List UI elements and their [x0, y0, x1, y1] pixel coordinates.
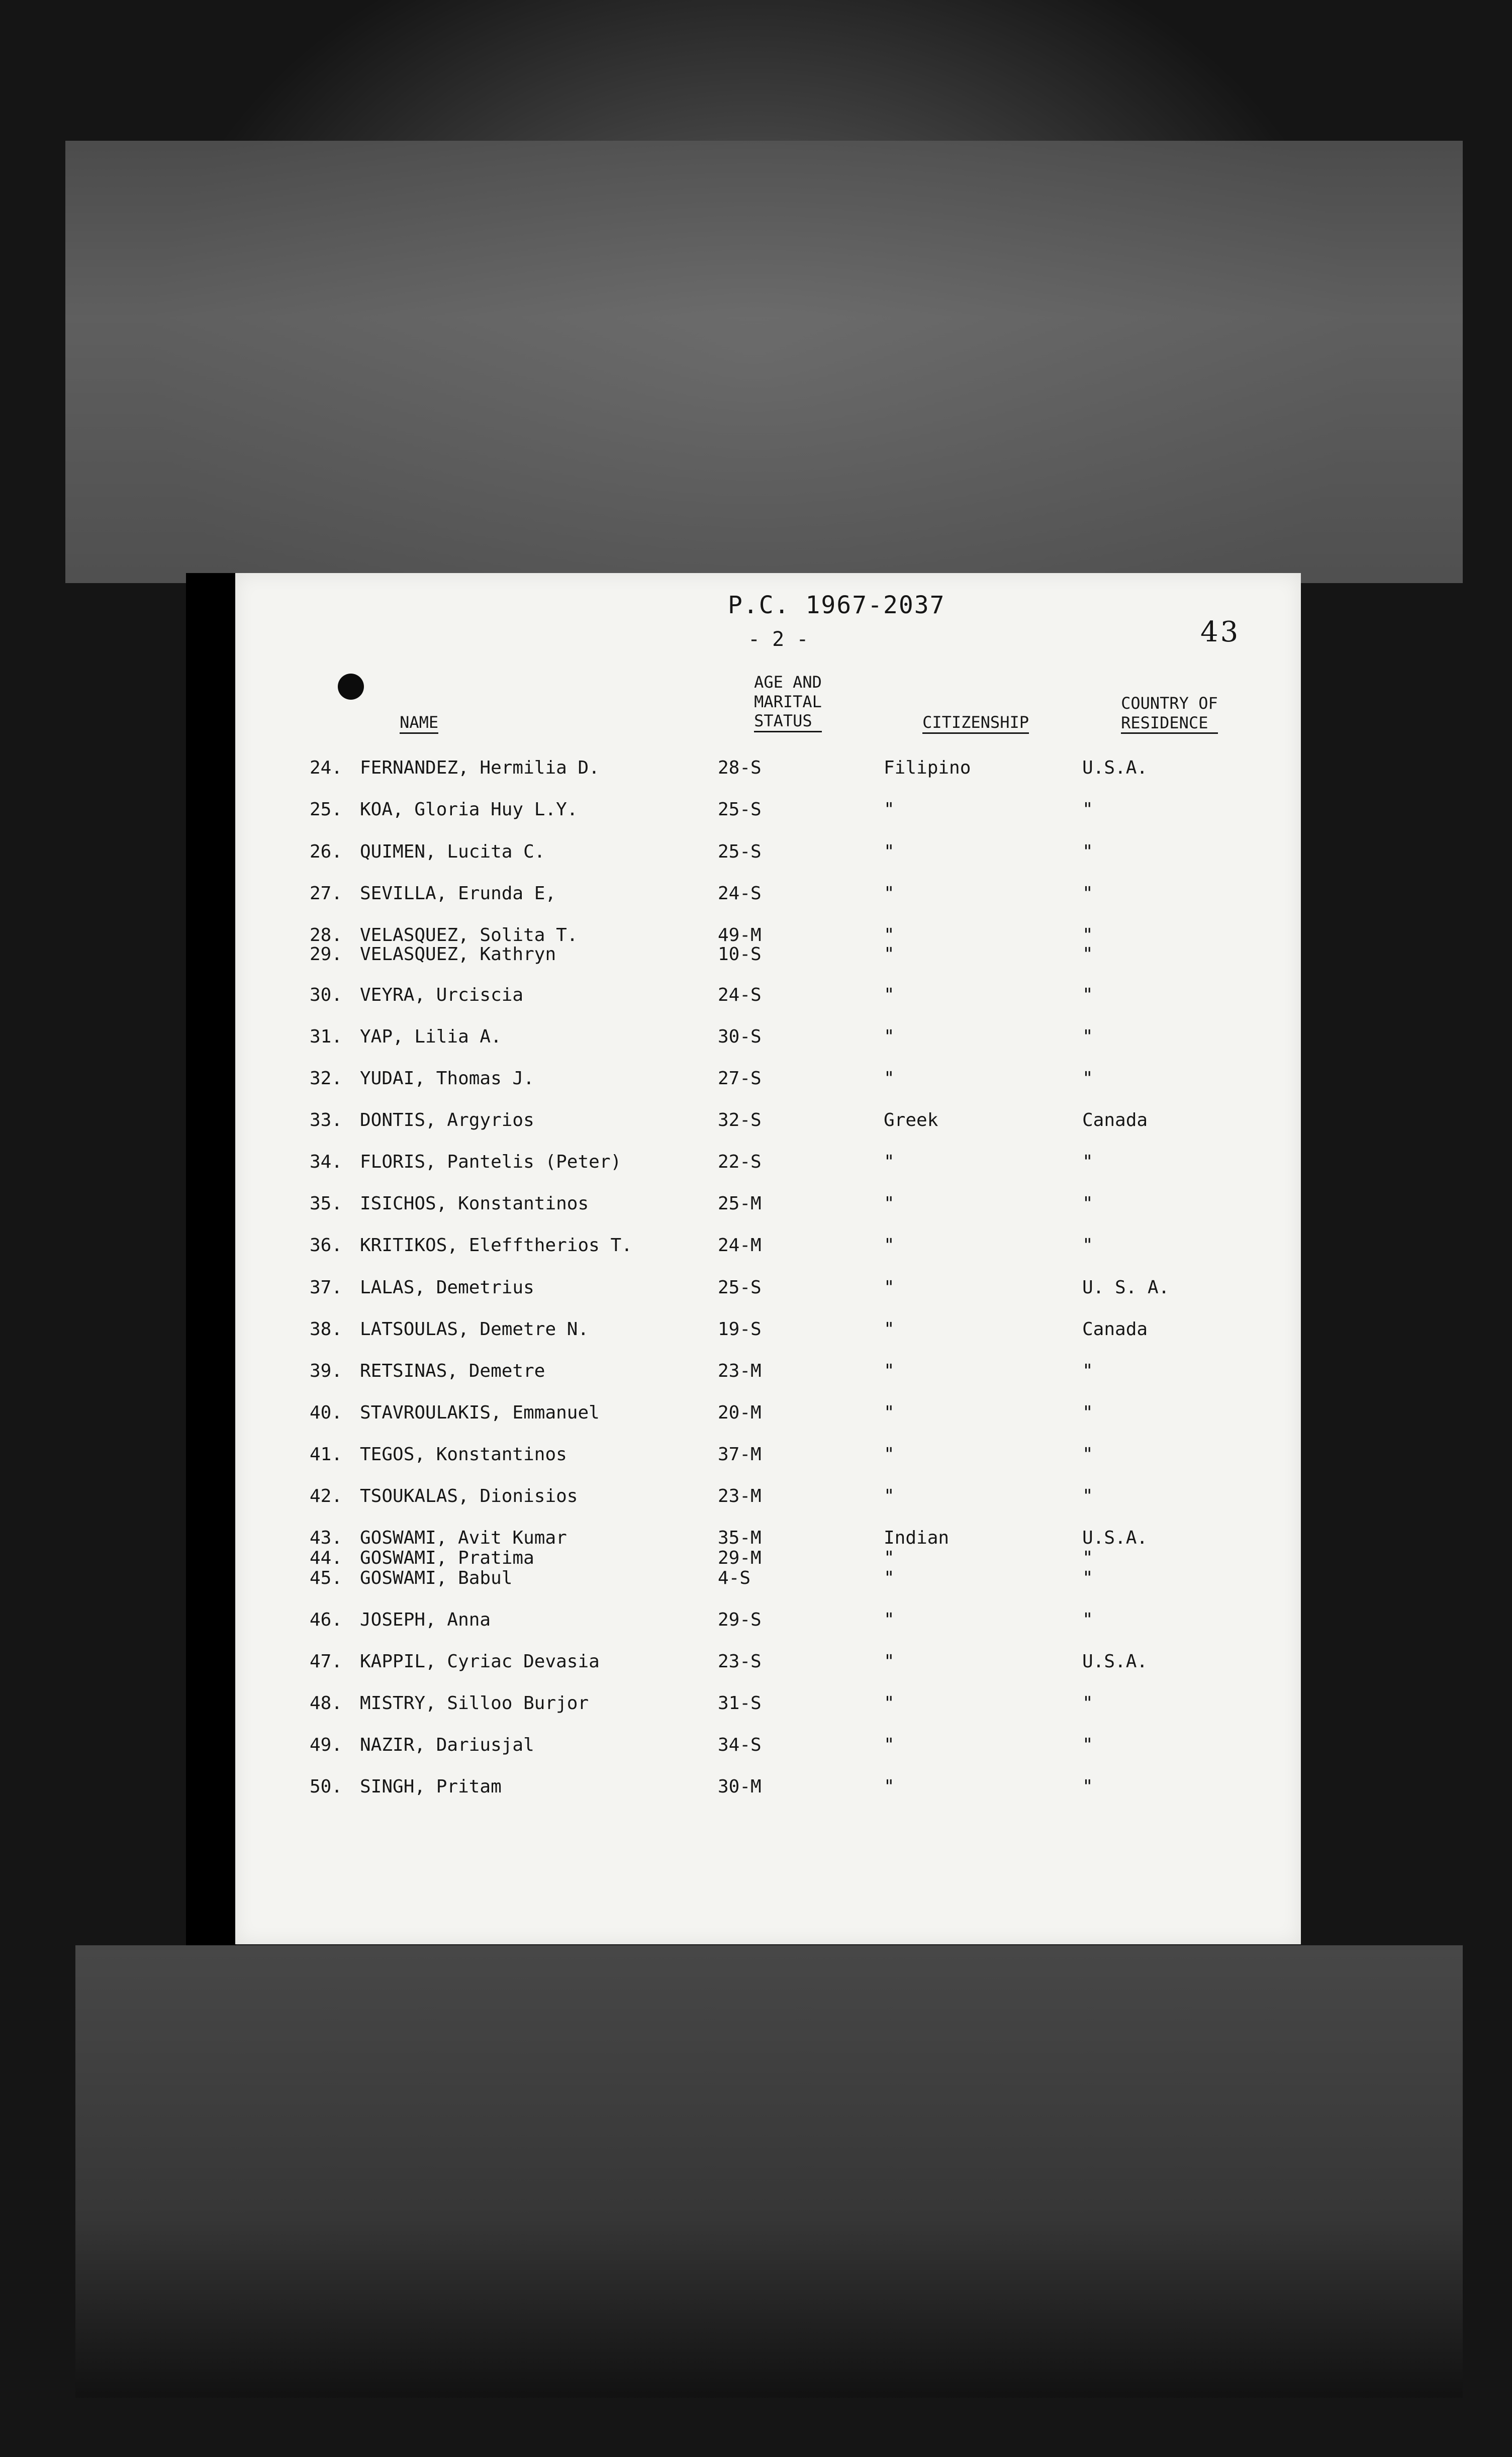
person-name: YUDAI, Thomas J.: [360, 1068, 534, 1089]
column-header-age-label: AGE AND MARITAL STATUS: [754, 673, 822, 732]
person-name: JOSEPH, Anna: [360, 1610, 491, 1630]
row-number: 47.: [310, 1651, 343, 1672]
row-number: 48.: [310, 1693, 343, 1714]
table-row: [235, 1362, 1301, 1382]
person-name: TEGOS, Konstantinos: [360, 1444, 567, 1465]
country-of-residence: ": [1082, 1610, 1093, 1630]
table-row: [235, 1529, 1301, 1549]
person-name: STAVROULAKIS, Emmanuel: [360, 1402, 600, 1423]
person-name: VELASQUEZ, Solita T.: [360, 925, 578, 946]
person-name: KRITIKOS, Elefftherios T.: [360, 1235, 632, 1256]
row-number: 25.: [310, 799, 343, 820]
row-number: 50.: [310, 1776, 343, 1797]
person-name: LALAS, Demetrius: [360, 1277, 534, 1298]
age-marital-status: 10-S: [718, 944, 762, 965]
person-name: GOSWAMI, Avit Kumar: [360, 1528, 567, 1548]
country-of-residence: ": [1082, 1693, 1093, 1714]
table-row: [235, 801, 1301, 821]
row-number: 41.: [310, 1444, 343, 1465]
age-marital-status: 29-S: [718, 1610, 762, 1630]
country-of-residence: ": [1082, 1152, 1093, 1172]
country-of-residence: Canada: [1082, 1319, 1148, 1340]
citizenship: ": [884, 1235, 895, 1256]
age-marital-status: 35-M: [718, 1528, 762, 1548]
country-of-residence: ": [1082, 1776, 1093, 1797]
person-name: KAPPIL, Cyriac Devasia: [360, 1651, 600, 1672]
citizenship: ": [884, 799, 895, 820]
column-header-citizenship-label: CITIZENSHIP: [922, 713, 1029, 733]
row-number: 35.: [310, 1193, 343, 1214]
age-marital-status: 30-M: [718, 1776, 762, 1797]
citizenship: ": [884, 1361, 895, 1381]
table-row: [235, 1569, 1301, 1589]
document-page: [235, 573, 1301, 1944]
person-name: SEVILLA, Erunda E,: [360, 883, 556, 904]
table-row: [235, 1195, 1301, 1215]
row-number: 44.: [310, 1548, 343, 1568]
age-marital-status: 29-M: [718, 1548, 762, 1568]
table-row: [235, 1404, 1301, 1424]
age-marital-status: 4-S: [718, 1568, 751, 1588]
row-number: 29.: [310, 944, 343, 965]
table-row: [235, 1487, 1301, 1507]
country-of-residence: ": [1082, 841, 1093, 862]
citizenship: ": [884, 1152, 895, 1172]
age-marital-status: 34-S: [718, 1735, 762, 1755]
country-of-residence: ": [1082, 1361, 1093, 1381]
age-marital-status: 32-S: [718, 1110, 762, 1130]
country-of-residence: ": [1082, 925, 1093, 946]
punch-hole-mark: [338, 674, 364, 700]
scan-shadow-top: [65, 141, 1463, 583]
person-name: RETSINAS, Demetre: [360, 1361, 545, 1381]
citizenship: Filipino: [884, 758, 971, 778]
table-row: [235, 759, 1301, 779]
citizenship: ": [884, 1068, 895, 1089]
table-row: [235, 1111, 1301, 1131]
row-number: 39.: [310, 1361, 343, 1381]
person-name: VELASQUEZ, Kathryn: [360, 944, 556, 965]
table-row: [235, 1070, 1301, 1090]
country-of-residence: ": [1082, 1444, 1093, 1465]
person-name: ISICHOS, Konstantinos: [360, 1193, 589, 1214]
page-edge-shadow: [186, 573, 236, 1945]
country-of-residence: U.S.A.: [1082, 1651, 1148, 1672]
table-row: [235, 1778, 1301, 1798]
country-of-residence: ": [1082, 1735, 1093, 1755]
age-marital-status: 24-S: [718, 883, 762, 904]
person-name: QUIMEN, Lucita C.: [360, 841, 545, 862]
table-row: [235, 1549, 1301, 1569]
citizenship: ": [884, 1568, 895, 1588]
citizenship: ": [884, 1319, 895, 1340]
person-name: YAP, Lilia A.: [360, 1026, 502, 1047]
row-number: 37.: [310, 1277, 343, 1298]
table-row: [235, 1694, 1301, 1715]
country-of-residence: ": [1082, 1548, 1093, 1568]
table-row: [235, 1736, 1301, 1756]
row-number: 42.: [310, 1486, 343, 1506]
table-row: [235, 1237, 1301, 1257]
age-marital-status: 49-M: [718, 925, 762, 946]
person-name: TSOUKALAS, Dionisios: [360, 1486, 578, 1506]
person-name: KOA, Gloria Huy L.Y.: [360, 799, 578, 820]
age-marital-status: 25-S: [718, 1277, 762, 1298]
table-row: [235, 843, 1301, 863]
row-number: 40.: [310, 1402, 343, 1423]
country-of-residence: U. S. A.: [1082, 1277, 1170, 1298]
citizenship: ": [884, 1402, 895, 1423]
age-marital-status: 25-S: [718, 841, 762, 862]
table-row: [235, 926, 1301, 947]
person-name: GOSWAMI, Babul: [360, 1568, 513, 1588]
citizenship: ": [884, 1651, 895, 1672]
table-row: [235, 1653, 1301, 1673]
citizenship: ": [884, 1193, 895, 1214]
row-number: 27.: [310, 883, 343, 904]
row-number: 43.: [310, 1528, 343, 1548]
person-name: DONTIS, Argyrios: [360, 1110, 534, 1130]
page-number: - 2 -: [748, 628, 809, 651]
table-row: [235, 1611, 1301, 1631]
age-marital-status: 23-M: [718, 1361, 762, 1381]
citizenship: ": [884, 925, 895, 946]
age-marital-status: 24-M: [718, 1235, 762, 1256]
row-number: 45.: [310, 1568, 343, 1588]
country-of-residence: Canada: [1082, 1110, 1148, 1130]
age-marital-status: 23-S: [718, 1651, 762, 1672]
table-row: [235, 885, 1301, 905]
column-header-citizenship: [884, 694, 1029, 753]
age-marital-status: 30-S: [718, 1026, 762, 1047]
person-name: FERNANDEZ, Hermilia D.: [360, 758, 600, 778]
table-row: [235, 1153, 1301, 1173]
person-name: MISTRY, Silloo Burjor: [360, 1693, 589, 1714]
table-row: [235, 986, 1301, 1006]
row-number: 36.: [310, 1235, 343, 1256]
row-number: 32.: [310, 1068, 343, 1089]
row-number: 31.: [310, 1026, 343, 1047]
table-row: [235, 1279, 1301, 1299]
row-number: 28.: [310, 925, 343, 946]
citizenship: ": [884, 1693, 895, 1714]
handwritten-page-number: 43: [1200, 616, 1241, 648]
age-marital-status: 31-S: [718, 1693, 762, 1714]
citizenship: ": [884, 985, 895, 1005]
country-of-residence: ": [1082, 883, 1093, 904]
row-number: 26.: [310, 841, 343, 862]
citizenship: ": [884, 1026, 895, 1047]
country-of-residence: ": [1082, 799, 1093, 820]
country-of-residence: U.S.A.: [1082, 758, 1148, 778]
row-number: 34.: [310, 1152, 343, 1172]
row-number: 49.: [310, 1735, 343, 1755]
citizenship: Greek: [884, 1110, 938, 1130]
table-row: [235, 1320, 1301, 1341]
row-number: 46.: [310, 1610, 343, 1630]
country-of-residence: ": [1082, 1068, 1093, 1089]
person-name: SINGH, Pritam: [360, 1776, 502, 1797]
country-of-residence: U.S.A.: [1082, 1528, 1148, 1548]
row-number: 38.: [310, 1319, 343, 1340]
country-of-residence: ": [1082, 1402, 1093, 1423]
country-of-residence: ": [1082, 1568, 1093, 1588]
table-row: [235, 1446, 1301, 1466]
country-of-residence: ": [1082, 1235, 1093, 1256]
citizenship: ": [884, 841, 895, 862]
row-number: 33.: [310, 1110, 343, 1130]
person-name: LATSOULAS, Demetre N.: [360, 1319, 589, 1340]
table-row: [235, 1028, 1301, 1048]
column-header-age-marital-status: [715, 653, 822, 751]
age-marital-status: 28-S: [718, 758, 762, 778]
country-of-residence: ": [1082, 985, 1093, 1005]
country-of-residence: ": [1082, 944, 1093, 965]
column-header-country-of-residence: [1082, 675, 1218, 753]
scan-shadow-bottom: [75, 1945, 1463, 2398]
citizenship: ": [884, 1735, 895, 1755]
age-marital-status: 25-S: [718, 799, 762, 820]
column-header-name: [361, 694, 438, 753]
citizenship: ": [884, 1548, 895, 1568]
age-marital-status: 20-M: [718, 1402, 762, 1423]
country-of-residence: ": [1082, 1486, 1093, 1506]
citizenship: ": [884, 1444, 895, 1465]
age-marital-status: 23-M: [718, 1486, 762, 1506]
country-of-residence: ": [1082, 1193, 1093, 1214]
age-marital-status: 22-S: [718, 1152, 762, 1172]
citizenship: ": [884, 1277, 895, 1298]
person-name: VEYRA, Urciscia: [360, 985, 524, 1005]
citizenship: ": [884, 1610, 895, 1630]
citizenship: Indian: [884, 1528, 950, 1548]
age-marital-status: 19-S: [718, 1319, 762, 1340]
country-of-residence: ": [1082, 1026, 1093, 1047]
age-marital-status: 24-S: [718, 985, 762, 1005]
column-header-country-label: COUNTRY OF RESIDENCE: [1121, 694, 1218, 734]
row-number: 30.: [310, 985, 343, 1005]
document-title: P.C. 1967-2037: [728, 591, 946, 619]
table-row: [235, 946, 1301, 966]
row-number: 24.: [310, 758, 343, 778]
person-name: GOSWAMI, Pratima: [360, 1548, 534, 1568]
age-marital-status: 27-S: [718, 1068, 762, 1089]
citizenship: ": [884, 944, 895, 965]
citizenship: ": [884, 1776, 895, 1797]
age-marital-status: 37-M: [718, 1444, 762, 1465]
column-header-name-label: NAME: [400, 713, 438, 733]
person-name: NAZIR, Dariusjal: [360, 1735, 534, 1755]
age-marital-status: 25-M: [718, 1193, 762, 1214]
citizenship: ": [884, 1486, 895, 1506]
citizenship: ": [884, 883, 895, 904]
person-name: FLORIS, Pantelis (Peter): [360, 1152, 622, 1172]
